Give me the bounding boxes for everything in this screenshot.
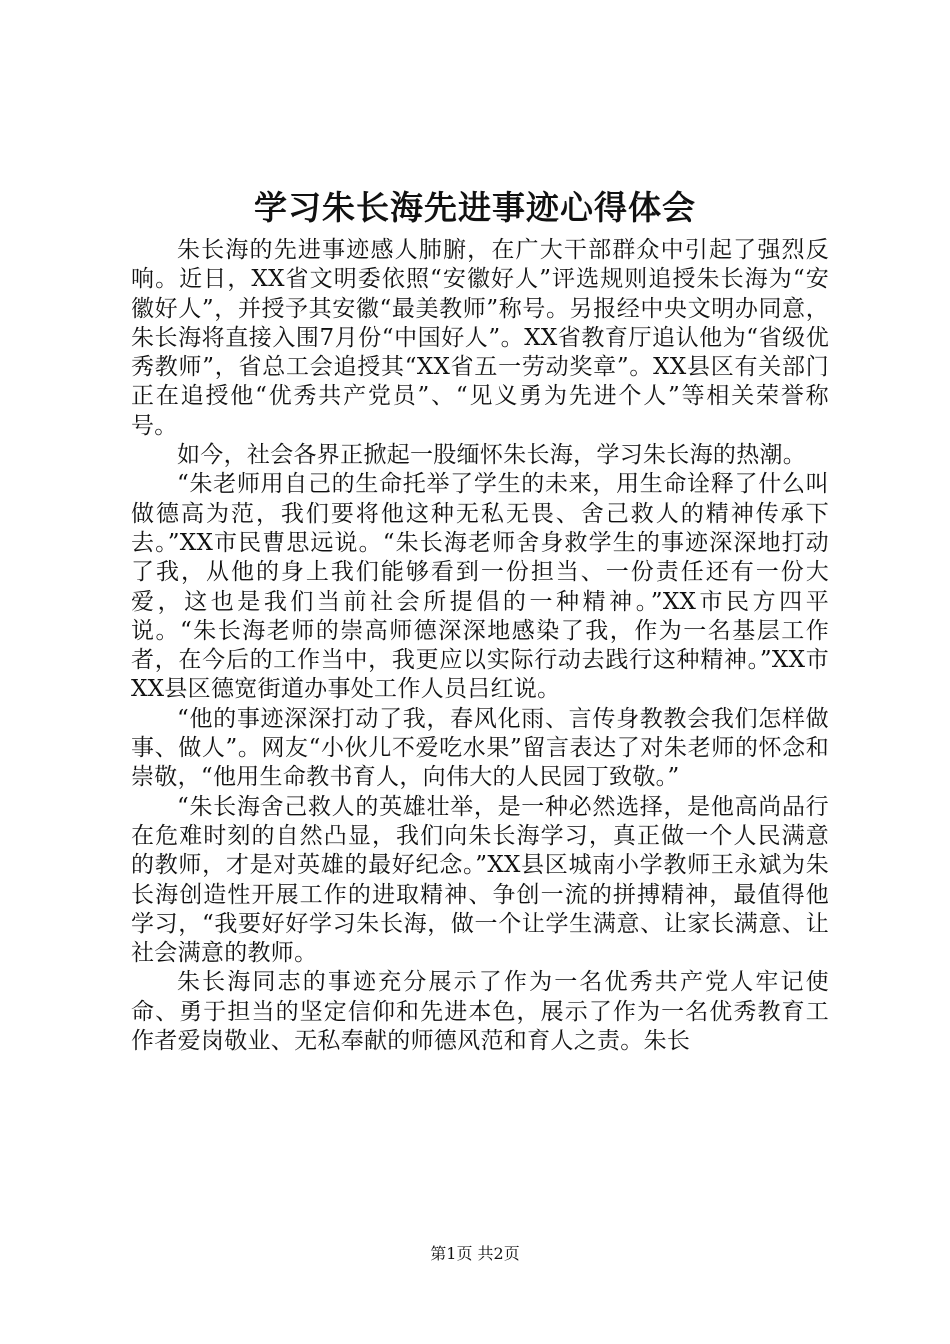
paragraph: “他的事迹深深打动了我，春风化雨、言传身教教会我们怎样做事、做人”。网友“小伙儿不爱吃水果”留言表达了对朱老师的怀念和崇敬，“他用生命教书育人，向伟大的人民园丁致敬。” (131, 705, 829, 791)
paragraph: “朱长海舍己救人的英雄壮举，是一种必然选择，是他高尚品行在危难时刻的自然凸显，我们向朱长海学习，真正做一个人民满意的教师，才是对英雄的最好纪念。”XX县区城南小学教师王永斌为朱长海创造性开展工作的进取精神、争创一流的拼搏精神，最值得他学习，“我要好好学习朱长海，做一个让学生满意、让家长满意、让社会满意的教师。 (131, 793, 829, 967)
page-title: 学习朱长海先进事迹心得体会 (254, 188, 696, 227)
paragraph: 如今，社会各界正掀起一股缅怀朱长海，学习朱长海的热潮。 (177, 442, 807, 469)
document-body (131, 236, 829, 1056)
paragraph: 朱长海的先进事迹感人肺腑，在广大干部群众中引起了强烈反响。近日，XX省文明委依照“安徽好人”评选规则追授朱长海为“安徽好人”，并授予其安徽“最美教师”称号。另报经中央文明办同意，朱长海将直接入围7月份“中国好人”。XX省教育厅追认他为“省级优秀教师”，省总工会追授其“XX省五一劳动奖章”。XX县区有关部门正在追授他“优秀共产党员”、“见义勇为先进个人”等相关荣誉称号。 (131, 237, 829, 439)
paragraph: 朱长海同志的事迹充分展示了作为一名优秀共产党人牢记使命、勇于担当的坚定信仰和先进本色，展示了作为一名优秀教育工作者爱岗敬业、无私奉献的师德风范和育人之责。朱长 (131, 969, 829, 1055)
page-number-footer: 第1页 共2页 (430, 1244, 520, 1263)
paragraph: “朱老师用自己的生命托举了学生的未来，用生命诠释了什么叫做德高为范，我们要将他这种无私无畏、舍己救人的精神传承下去。”XX市民曹思远说。“朱长海老师舍身救学生的事迹深深地打动了我，从他的身上我们能够看到一份担当、一份责任还有一份大爱，这也是我们当前社会所提倡的一种精神。”XX市民方四平说。“朱长海老师的崇高师德深深地感染了我，作为一名基层工作者，在今后的工作当中，我更应以实际行动去践行这种精神。”XX市XX县区德宽街道办事处工作人员吕红说。 (131, 471, 829, 703)
